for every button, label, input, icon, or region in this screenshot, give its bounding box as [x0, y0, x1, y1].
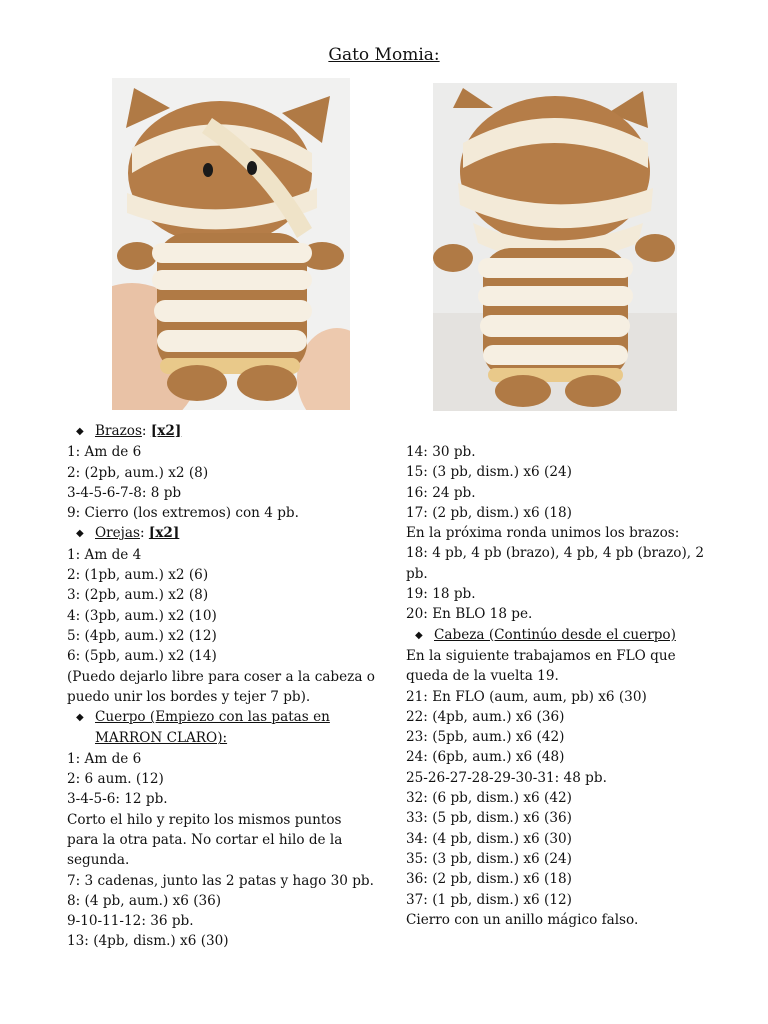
cabeza-row: 33: (5 pb, dism.) x6 (36) [406, 810, 572, 827]
cuerpo-row: 17: (2 pb, dism.) x6 (18) [406, 504, 572, 521]
cuerpo-row: 2: 6 aum. (12) [67, 771, 164, 788]
pattern-left-column [67, 421, 375, 952]
cabeza-row: 23: (5pb, aum.) x6 (42) [406, 729, 565, 746]
orejas-heading-separator: : [139, 525, 149, 542]
brazos-heading-separator: : [141, 423, 151, 439]
cuerpo-row: 15: (3 pb, dism.) x6 (24) [406, 464, 572, 481]
cabeza-row: 22: (4pb, aum.) x6 (36) [406, 708, 565, 725]
orejas-row: 4: (3pb, aum.) x2 (10) [67, 607, 217, 624]
cuerpo-row: 8: (4 pb, aum.) x6 (36) [67, 892, 222, 909]
orejas-row: (Puedo dejarlo libre para coser a la cabeza o [67, 668, 375, 685]
orejas-row: 2: (1pb, aum.) x2 (6) [67, 567, 209, 584]
cabeza-row: 25-26-27-28-29-30-31: 48 pb. [406, 769, 607, 786]
cabeza-row: En la siguiente trabajamos en FLO que [406, 647, 676, 664]
orejas-row: 6: (5pb, aum.) x2 (14) [67, 648, 217, 665]
brazos-row: 3-4-5-6-7-8: 8 pb [67, 484, 182, 501]
cuerpo-row: 18: 4 pb, 4 pb (brazo), 4 pb, 4 pb (brazo), 2 [406, 545, 705, 562]
cabeza-row: 32: (6 pb, dism.) x6 (42) [406, 790, 572, 807]
cabeza-heading-label: Cabeza (Continúo desde el cuerpo) [434, 626, 676, 643]
cuerpo-row: pb. [406, 565, 428, 582]
cuerpo-row: 19: 18 pb. [406, 586, 476, 603]
brazos-row: 2: (2pb, aum.) x2 (8) [67, 464, 209, 481]
pattern-right-column [406, 442, 706, 930]
cuerpo-row: 7: 3 cadenas, junto las 2 patas y hago 30 pb. [67, 872, 374, 889]
cuerpo-row: para la otra pata. No cortar el hilo de la [67, 831, 343, 848]
cabeza-row: queda de la vuelta 19. [406, 668, 559, 685]
cuerpo-row: 1: Am de 6 [67, 750, 142, 767]
cuerpo-heading-continuation [67, 728, 367, 748]
brazos-heading-label: Brazos [95, 423, 142, 439]
cuerpo-row: 9-10-11-12: 36 pb. [67, 913, 194, 930]
cuerpo-row: 13: (4pb, dism.) x6 (30) [67, 933, 229, 950]
brazos-row: 9: Cierro (los extremos) con 4 pb. [67, 505, 299, 522]
section-heading-brazos [67, 421, 367, 442]
cabeza-row: 24: (6pb, aum.) x6 (48) [406, 749, 565, 766]
cuerpo-heading-label: Cuerpo (Empiezo con las patas en [95, 709, 330, 726]
cabeza-row: 35: (3 pb, dism.) x6 (24) [406, 850, 572, 867]
section-heading-orejas [67, 523, 367, 544]
diamond-bullet-icon: ◆ [76, 712, 84, 724]
cabeza-row: 21: En FLO (aum, aum, pb) x6 (30) [406, 688, 647, 705]
orejas-row: 3: (2pb, aum.) x2 (8) [67, 587, 209, 604]
brazos-count: [x2] [150, 423, 182, 439]
cuerpo-row: segunda. [67, 852, 130, 869]
orejas-row: 5: (4pb, aum.) x2 (12) [67, 627, 217, 644]
orejas-count: [x2] [148, 525, 180, 542]
cuerpo-heading-label-2: MARRON CLARO): [95, 730, 228, 747]
cuerpo-row: 3-4-5-6: 12 pb. [67, 791, 168, 808]
cabeza-row: Cierro con un anillo mágico falso. [406, 911, 639, 928]
cuerpo-row: 20: En BLO 18 pe. [406, 606, 533, 623]
page-title: Gato Momia: [328, 45, 440, 65]
mummy-cat-photo-side [433, 83, 677, 411]
cabeza-row: 37: (1 pb, dism.) x6 (12) [406, 891, 572, 908]
cabeza-row: 36: (2 pb, dism.) x6 (18) [406, 871, 572, 888]
mummy-cat-side-illustration [433, 83, 677, 411]
diamond-bullet-icon: ◆ [76, 528, 84, 540]
orejas-heading-label: Orejas [95, 525, 140, 542]
cuerpo-row: 16: 24 pb. [406, 484, 476, 501]
section-heading-cuerpo [67, 707, 367, 728]
diamond-bullet-icon: ◆ [415, 629, 423, 641]
cuerpo-row: En la próxima ronda unimos los brazos: [406, 525, 680, 542]
mummy-cat-photo-front [112, 78, 350, 410]
diamond-bullet-icon: ◆ [76, 426, 84, 437]
orejas-row: puedo unir los bordes y tejer 7 pb). [67, 688, 311, 705]
section-heading-cabeza [406, 625, 706, 646]
cuerpo-row: 14: 30 pb. [406, 444, 476, 460]
orejas-row: 1: Am de 4 [67, 546, 142, 563]
mummy-cat-front-illustration [112, 78, 350, 410]
cuerpo-row: Corto el hilo y repito los mismos puntos [67, 811, 342, 828]
cabeza-row: 34: (4 pb, dism.) x6 (30) [406, 830, 572, 847]
brazos-row: 1: Am de 6 [67, 444, 142, 461]
